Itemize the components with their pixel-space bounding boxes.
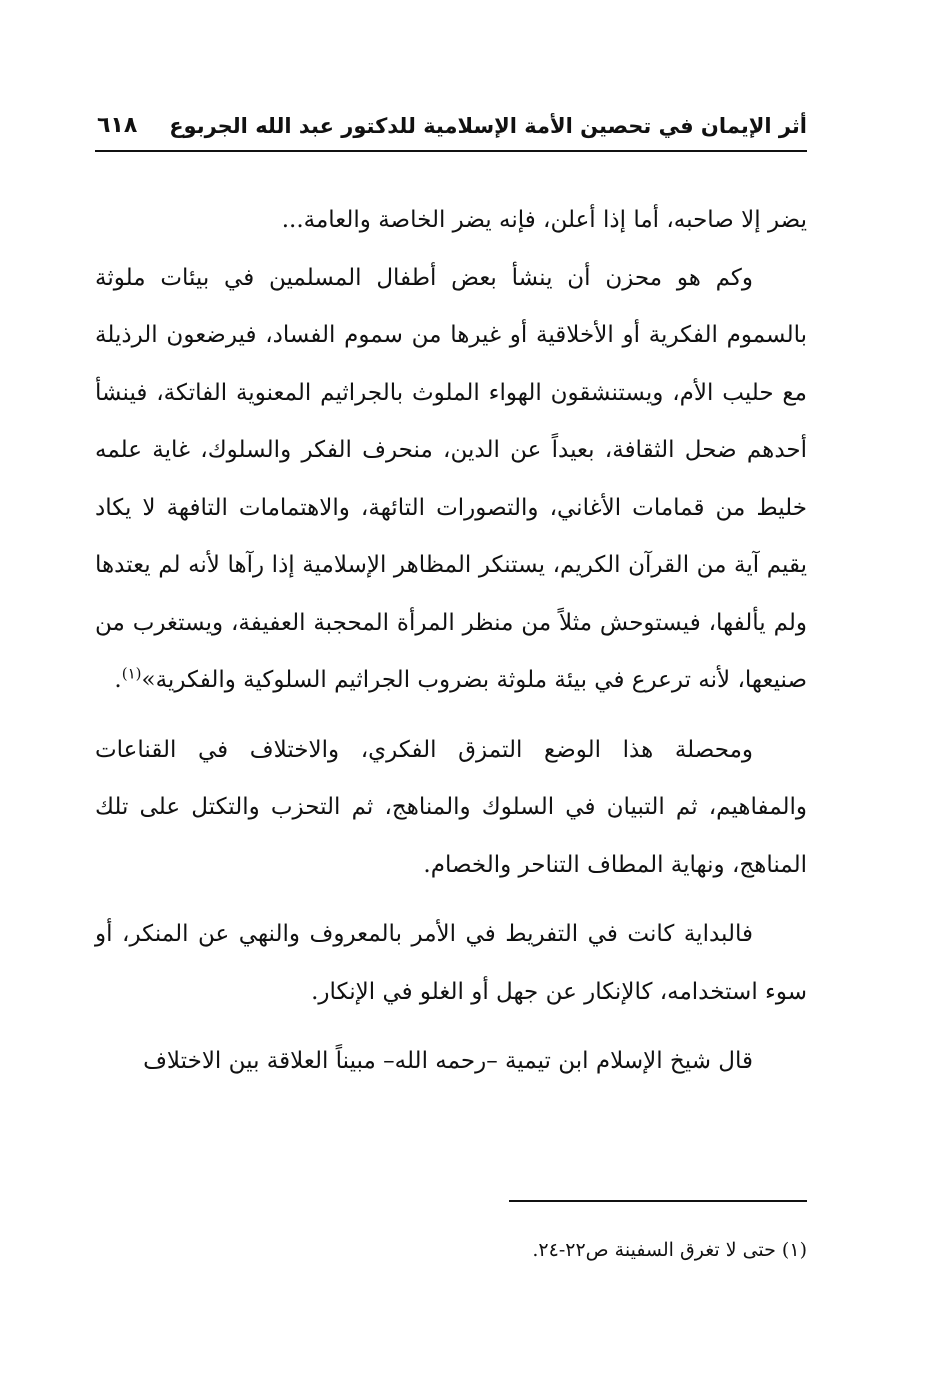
page-number: ٦١٨: [97, 113, 138, 138]
paragraph-text: فالبداية كانت في التفريط في الأمر بالمعروف والنهي عن المنكر، أو سوء استخدامه، كالإنكار عن جهل أو الغلو في الإنكار.: [95, 921, 807, 1005]
paragraph-outcome: [95, 722, 807, 895]
running-header: [95, 108, 807, 152]
paragraph-continuation: [95, 192, 807, 250]
paragraph-quote: [95, 250, 807, 710]
footnote-separator: [509, 1200, 807, 1202]
footnote-reference[interactable]: (١): [121, 664, 142, 683]
paragraph-text: قال شيخ الإسلام ابن تيمية –رحمه الله– مبيناً العلاقة بين الاختلاف: [143, 1048, 753, 1074]
paragraph-end: .: [114, 667, 122, 693]
paragraph-beginning: [95, 906, 807, 1021]
paragraph-text: ومحصلة هذا الوضع التمزق الفكري، والاختلاف في القناعات والمفاهيم، ثم التبيان في السلوك والمناهج، ثم التحزب والتكتل على تلك المناهج، ونهاية المطاف التناحر والخصام.: [95, 736, 807, 878]
paragraph-citation-intro: [95, 1033, 807, 1091]
header-title: أثر الإيمان في تحصين الأمة الإسلامية للدكتور عبد الله الجربوع: [169, 114, 807, 138]
footnote: [95, 1234, 807, 1266]
body-text: [95, 192, 807, 1091]
paragraph-text: يضر إلا صاحبه، أما إذا أعلن، فإنه يضر الخاصة والعامة...: [281, 207, 807, 233]
book-page: [95, 0, 807, 1384]
footnote-text: (١) حتى لا تغرق السفينة ص٢٢-٢٤.: [532, 1239, 807, 1261]
paragraph-text: وكم هو محزن أن ينشأ بعض أطفال المسلمين في بيئات ملوثة بالسموم الفكرية أو الأخلاقية أو غيرها من سموم الفساد، فيرضعون الرذيلة مع حليب الأم، ويستنشقون الهواء الملوث بالجراثيم المعنوية الفاتكة، فينشأ أحدهم ضحل الثقافة، بعيداً عن الدين، منحرف الفكر والسلوك، غاية علمه خليط من قمامات الأغاني، والتصورات التائهة، والاهتمامات التافهة لا يكاد يقيم آية من القرآن الكريم، يستنكر المظاهر الإسلامية إذا رآها لأنه لم يعتدها ولم يألفها، فيستوحش مثلاً من منظر المرأة المحجبة العفيفة، ويستغرب من صنيعها، لأنه ترعرع في بيئة ملوثة بضروب الجراثيم السلوكية والفكرية»: [95, 264, 807, 693]
